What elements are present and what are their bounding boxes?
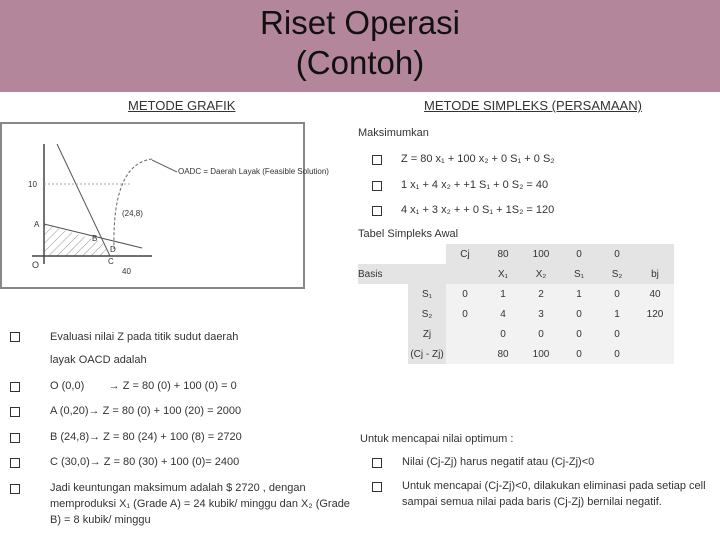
equation-3: 4 x₁ + 3 x₂ + + 0 S₁ + 1S₂ = 120 [401,204,555,216]
bullet-box [10,332,20,342]
eval-line-1: Evaluasi nilai Z pada titik sudut daerah [50,331,239,343]
simplex-table [358,244,674,364]
table-row [358,284,674,304]
cell: 0 [598,324,636,344]
bullet-box [372,206,382,216]
equation-2: 1 x₁ + 4 x₂ + +1 S₁ + 0 S₂ = 40 [401,179,549,191]
cj-value: 100 [522,244,560,264]
conclusion-line-3: B) = 8 kubik/ minggu [50,514,151,526]
region-label: OADC = Daerah Layak (Feasible Solution) [178,167,329,176]
row-label: Zj [408,324,446,344]
col-header: bj [636,264,674,284]
optimum-point-1: Nilai (Cj-Zj) harus negatif atau (Cj-Zj)<0 [402,456,595,468]
bullet-box [372,155,382,165]
cell: 80 [484,344,522,364]
table-title: Tabel Simpleks Awal [358,228,459,240]
table-row [358,344,674,364]
cell [446,324,484,344]
col-header: X₁ [484,264,522,284]
col-header: S₂ [598,264,636,284]
y-tick-label: 10 [28,180,37,189]
cell: 0 [598,344,636,364]
bullet-box [372,458,382,468]
cell: 0 [484,324,522,344]
cell: 3 [522,304,560,324]
row-label: S₁ [408,284,446,304]
cell: 1 [484,284,522,304]
bullet-box [10,484,20,494]
cell: 0 [446,304,484,324]
cell [636,344,674,364]
eval-line-2: layak OACD adalah [50,354,147,366]
x-tick-label: 40 [122,267,131,276]
bullet-box [10,458,20,468]
equation-1: Z = 80 x₁ + 100 x₂ + 0 S₁ + 0 S₂ [401,153,555,165]
point-d-label: D [110,245,116,254]
cj-value: 0 [560,244,598,264]
cell: 4 [484,304,522,324]
cell: 100 [522,344,560,364]
cj-label: Cj [446,244,484,264]
cell: 0 [522,324,560,344]
maksimumkan: Maksimumkan [358,127,429,139]
graph-svg [2,124,329,287]
bullet-box [10,407,20,417]
point-a-label: A [34,220,40,229]
bullet-box [372,181,382,191]
cell [636,324,674,344]
title-banner [0,0,720,92]
bullet-box [10,433,20,443]
point-b-label: B [92,234,98,243]
point-c-label: C [108,257,114,266]
cell: 40 [636,284,674,304]
cell [446,344,484,364]
left-heading: METODE GRAFIK [128,98,236,113]
col-header: S₁ [560,264,598,284]
basis-label: Basis [358,264,408,284]
cj-value: 0 [598,244,636,264]
title-line1: Riset Operasi [260,4,460,41]
feasible-region [44,224,110,256]
optimum-point-2-line-1: Untuk mencapai (Cj-Zj)<0, dilakukan eliminasi pada setiap cell [402,480,706,492]
cell: 0 [560,324,598,344]
cell: 0 [446,284,484,304]
point-c: C (30,0)→ Z = 80 (30) + 100 (0)= 2400 [50,456,240,468]
cell: 2 [522,284,560,304]
cell: 120 [636,304,674,324]
cell: 0 [598,284,636,304]
cell: 1 [560,284,598,304]
point-o: O (0,0) → Z = 80 (0) + 100 (0) = 0 [50,380,237,392]
origin-label: O [32,260,40,270]
optimum-point-2-line-2: sampai semua nilai pada baris (Cj-Zj) bernilai negatif. [402,496,662,508]
graph-figure [0,122,329,289]
conclusion-line-2: memproduksi X₁ (Grade A) = 24 kubik/ minggu dan X₂ (Grade [50,498,350,510]
table-row [358,324,674,344]
point-a: A (0,20)→ Z = 80 (0) + 100 (20) = 2000 [50,405,242,417]
point-label: (24,8) [122,209,143,218]
point-b: B (24,8)→ Z = 80 (24) + 100 (8) = 2720 [50,431,242,443]
cell: 0 [560,304,598,324]
table-row [358,304,674,324]
conclusion-line-1: Jadi keuntungan maksimum adalah $ 2720 , dengan [50,482,306,494]
label-pointer [152,160,177,172]
right-heading: METODE SIMPLEKS (PERSAMAAN) [424,98,642,113]
optimum-heading: Untuk mencapai nilai optimum : [360,433,514,445]
bullet-box [10,382,20,392]
title-line2: (Contoh) [295,44,425,81]
row-label: S₂ [408,304,446,324]
cell: 1 [598,304,636,324]
bullet-box [372,482,382,492]
objective-curve [114,159,152,249]
col-header: X₂ [522,264,560,284]
cj-value: 80 [484,244,522,264]
row-label: (Cj - Zj) [408,344,446,364]
cell: 0 [560,344,598,364]
